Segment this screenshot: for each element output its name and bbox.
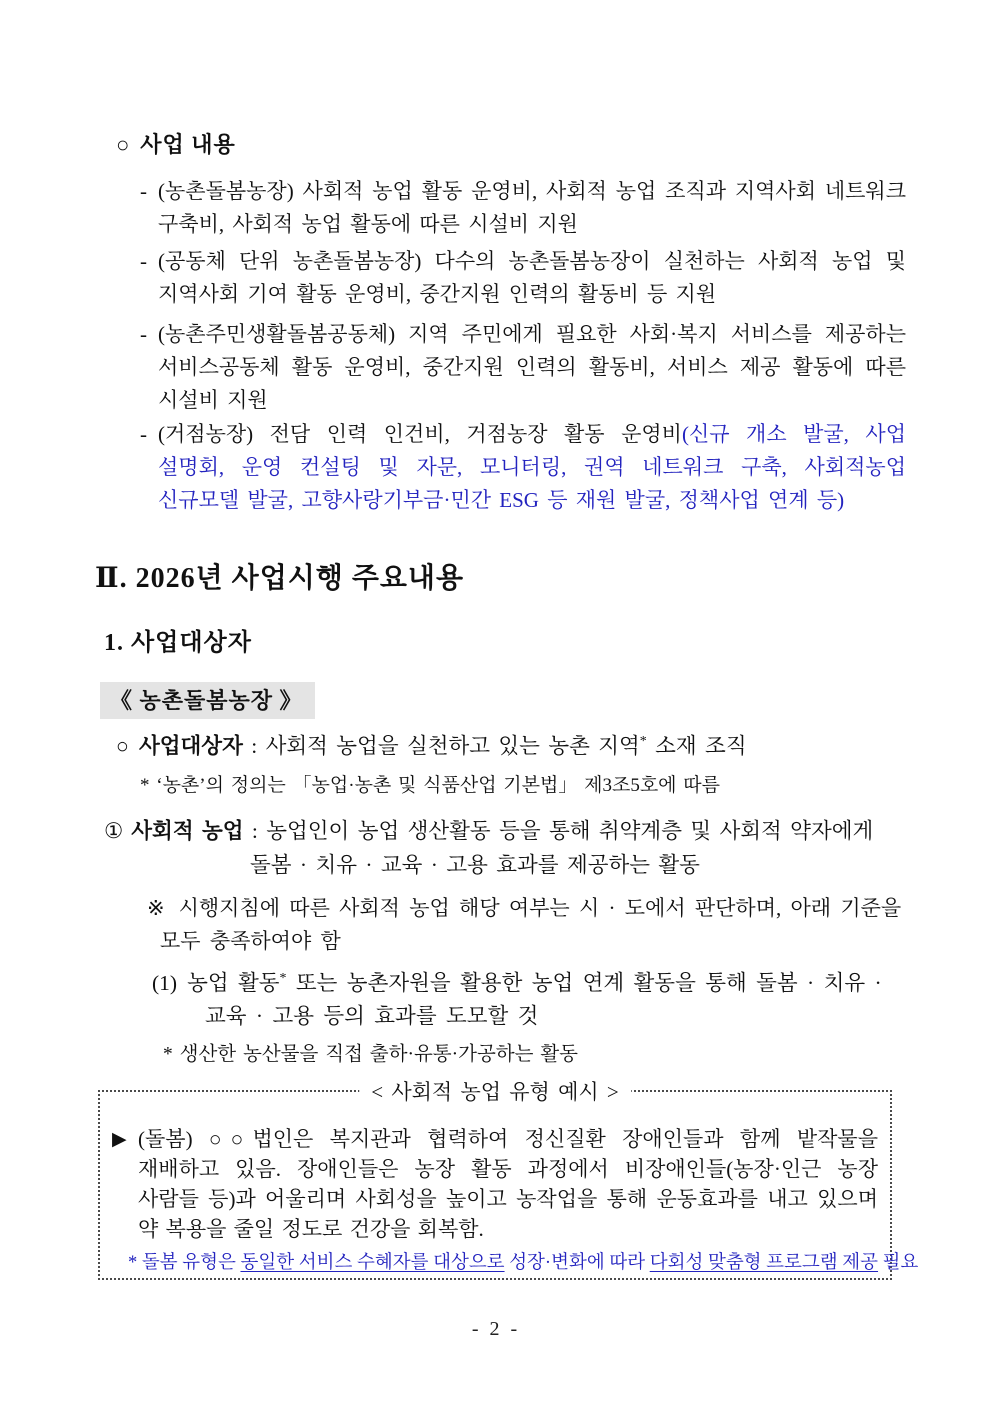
bullet-item-text: (농촌주민생활돌봄공동체) 지역 주민에게 필요한 사회·복지 서비스를 제공하는 서비스공동체 활동 운영비, 중간지원 인력의 활동비, 서비스 제공 활동에 따른 시설비 지원 bbox=[158, 322, 906, 412]
chapter-heading: Ⅱ. 2026년 사업시행 주요내용 bbox=[95, 563, 465, 594]
circle-bullet-icon: ○ bbox=[116, 132, 131, 157]
dash-bullet-icon: - bbox=[140, 422, 147, 446]
target-audience-label: 사업대상자 bbox=[139, 734, 243, 758]
dash-bullet-icon: - bbox=[140, 179, 147, 203]
example-box-footnote bbox=[112, 1248, 919, 1274]
social-farming-definition-line1 bbox=[104, 814, 873, 845]
farm-type-label-badge: 《 농촌돌봄농장 》 bbox=[100, 682, 315, 719]
footnote-segment-underlined: 동일한 서비스 수혜자를 대상으로 bbox=[240, 1253, 505, 1273]
dash-bullet-icon: - bbox=[140, 322, 147, 346]
target-audience-line bbox=[116, 729, 747, 760]
bullet-item-resident-care-community bbox=[140, 318, 906, 417]
dash-bullet-icon: - bbox=[140, 249, 147, 273]
example-item-text: (돌봄) ○○법인은 복지관과 협력하여 정신질환 장애인들과 함께 밭작물을 재배하고 있음. 장애인들은 농장 활동 과정에서 비장애인들(농장·인근 농장 사람들 등)과 어울리며 사회성을 높이고 농작업을 통해 운동효과를 내고 있으며 약 복용을 줄일 정도로 건강을 회복함. bbox=[138, 1127, 878, 1241]
footnote-segment: 필요 bbox=[878, 1253, 919, 1273]
criterion-number: (1) bbox=[152, 971, 178, 995]
reference-mark-icon: ※ bbox=[147, 896, 165, 920]
criterion-1-line1 bbox=[152, 966, 882, 997]
social-farming-definition-line2: 돌봄 · 치유 · 교육 · 고용 효과를 제공하는 활동 bbox=[250, 853, 700, 877]
bullet-item-text-black: (거점농장) 전담 인력 인건비, 거점농장 활동 운영비 bbox=[158, 422, 682, 446]
bullet-item-text bbox=[158, 418, 906, 517]
criterion-1-text-after: 또는 농촌자원을 활용한 농업 연계 활동을 통해 돌봄 · 치유 · bbox=[286, 971, 882, 995]
criterion-1-footnote: * 생산한 농산물을 직접 출하·유통·가공하는 활동 bbox=[163, 1044, 579, 1065]
business-content-heading bbox=[116, 128, 236, 159]
footnote-segment: * 돌봄 유형은 bbox=[128, 1253, 241, 1273]
social-farming-example-box bbox=[98, 1080, 919, 1280]
target-audience-text: 사회적 농업을 실천하고 있는 농촌 지역 bbox=[265, 734, 640, 758]
footnote-segment: 성장·변화에 따라 bbox=[504, 1253, 650, 1273]
bullet-item-hub-farm bbox=[140, 418, 906, 517]
criteria-note-line2: 모두 충족하여야 함 bbox=[160, 929, 341, 953]
footnote-segment-underlined: 다회성 맞춤형 프로그램 제공 bbox=[649, 1253, 879, 1273]
asterisk-reference-icon: * bbox=[639, 733, 647, 749]
circle-bullet-icon: ○ bbox=[116, 734, 129, 758]
criterion-1-line2: 교육 · 고용 등의 효과를 도모할 것 bbox=[205, 1004, 539, 1028]
bullet-item-text-blue: (신규 개소 발굴, 사업 설명회, 운영 컨설팅 및 자문, 모니터링, 권역 네트워크 구축, 사회적농업 신규모델 발굴, 고향사랑기부금·민간 ESG 등 재원 발굴, 정책사업 연계 등) bbox=[158, 422, 906, 512]
page-number: - 2 - bbox=[471, 1318, 521, 1340]
social-farming-text: 농업인이 농업 생산활동 등을 통해 취약계층 및 사회적 약자에게 bbox=[266, 819, 874, 843]
business-content-heading-label: 사업 내용 bbox=[140, 132, 236, 157]
colon-separator: : bbox=[243, 819, 267, 843]
target-audience-text-after: 소재 조직 bbox=[646, 734, 747, 758]
bullet-item-care-farm bbox=[140, 175, 906, 241]
colon-separator: : bbox=[242, 734, 266, 758]
example-item-care bbox=[112, 1124, 878, 1244]
asterisk-reference-icon: * bbox=[279, 970, 287, 986]
criterion-1-text: 농업 활동 bbox=[187, 971, 280, 995]
social-farming-label: 사회적 농업 bbox=[131, 819, 244, 843]
example-box-title: < 사회적 농업 유형 예시 > bbox=[359, 1076, 631, 1106]
circled-one-icon: ① bbox=[104, 819, 124, 843]
right-triangle-bullet-icon: ▶ bbox=[112, 1128, 127, 1150]
criteria-note-text: 시행지침에 따른 사회적 농업 해당 여부는 시 · 도에서 판단하며, 아래 기준을 bbox=[178, 896, 902, 920]
criteria-note-line1 bbox=[147, 892, 901, 922]
target-audience-footnote: * ‘농촌’의 정의는 「농업·농촌 및 식품산업 기본법」 제3조5호에 따름 bbox=[140, 775, 720, 796]
bullet-item-community-care-farm bbox=[140, 245, 906, 311]
bullet-item-text: (농촌돌봄농장) 사회적 농업 활동 운영비, 사회적 농업 조직과 지역사회 네트워크 구축비, 사회적 농업 활동에 따른 시설비 지원 bbox=[158, 179, 906, 236]
bullet-item-text: (공동체 단위 농촌돌봄농장) 다수의 농촌돌봄농장이 실천하는 사회적 농업 및 지역사회 기여 활동 운영비, 중간지원 인력의 활동비 등 지원 bbox=[158, 249, 906, 306]
section-heading: 1. 사업대상자 bbox=[104, 630, 252, 656]
